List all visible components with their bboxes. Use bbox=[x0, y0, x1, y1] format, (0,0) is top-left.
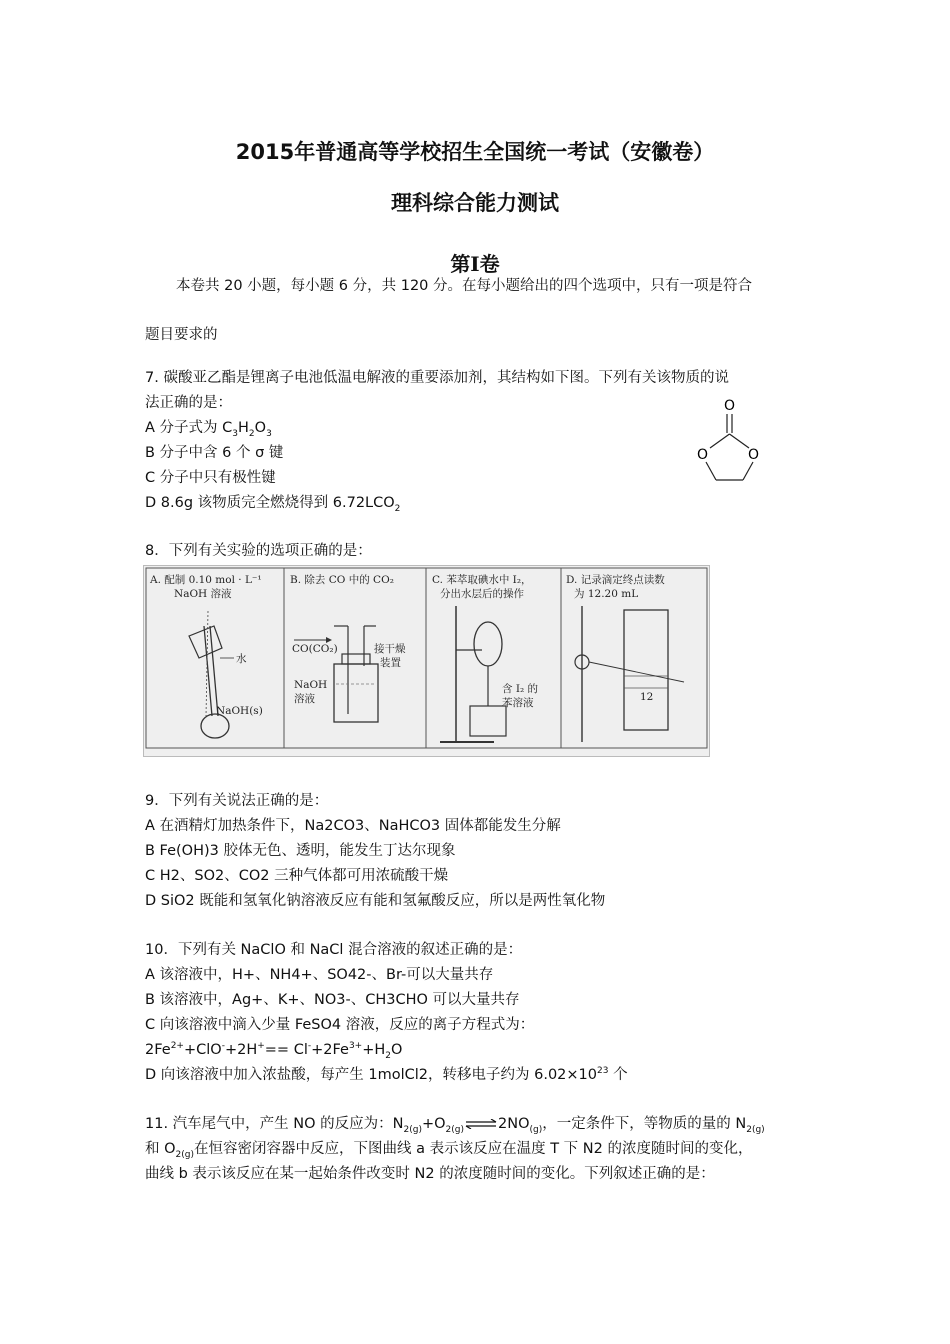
panel-b-dry-1: 接干燥 bbox=[374, 643, 406, 655]
panel-b-solution-1: NaOH bbox=[294, 679, 328, 691]
panel-b-gas: CO(CO₂) bbox=[292, 643, 338, 655]
q10-option-d: D 向该溶液中加入浓盐酸，每产生 1molCl2，转移电子约为 $6.02\times 10^{23}$ 个 bbox=[145, 1066, 628, 1083]
q7-option-c: C 分子中只有极性键 bbox=[145, 470, 276, 486]
panel-d-label-2: 为 12.20 mL bbox=[574, 588, 639, 600]
panel-c-label-1: C. 苯萃取碘水中 I₂， bbox=[432, 574, 532, 586]
q9-option-d: D SiO2 既能和氢氧化钠溶液反应有能和氢氟酸反应，所以是两性氧化物 bbox=[145, 893, 606, 909]
panel-a-label-2: NaOH 溶液 bbox=[174, 588, 232, 600]
q7-option-d: D 8.6g 该物质完全燃烧得到 $6.72LCO_2$ bbox=[145, 495, 401, 514]
q11-line-2: 和 $O_{2(g)}$在恒容密闭容器中反应，下图曲线 a 表示该反应在温度 T 下 N2 的浓度随时间的变化， bbox=[145, 1141, 753, 1160]
mol-o-top: O bbox=[724, 398, 736, 414]
q7-option-b: B 分子中含 6 个 σ 键 bbox=[145, 445, 284, 461]
panel-a-water: 水 bbox=[236, 653, 247, 665]
panel-a-label-1: A. 配制 0.10 mol · L⁻¹ bbox=[150, 574, 262, 586]
q10-ionic-equation: $2Fe^{2+}+ClO^-+2H^+== Cl^-+2Fe^{3+}+H_2O$ bbox=[145, 1041, 403, 1061]
panel-c-solution-2: 苯溶液 bbox=[502, 697, 534, 709]
mol-o-right: O bbox=[748, 447, 760, 463]
q10-stem: 10．下列有关 NaClO 和 NaCl 混合溶液的叙述正确的是： bbox=[145, 942, 523, 958]
q10-option-c: C 向该溶液中滴入少量 FeSO4 溶液，反应的离子方程式为： bbox=[145, 1017, 535, 1033]
instructions-line-2: 题目要求的 bbox=[145, 327, 218, 343]
panel-a-solid: NaOH(s) bbox=[216, 705, 263, 717]
ethylene-carbonate-structure bbox=[690, 396, 770, 488]
page-title: 2015年普通高等学校招生全国统一考试（安徽卷） bbox=[235, 140, 715, 164]
q10-option-b: B 该溶液中，Ag+、K+、NO3-、CH3CHO 可以大量共存 bbox=[145, 992, 520, 1008]
q9-option-b: B Fe(OH)3 胶体无色、透明，能发生丁达尔现象 bbox=[145, 843, 456, 859]
q10-option-a: A 该溶液中，H+、NH4+、SO42-、Br-可以大量共存 bbox=[145, 967, 494, 983]
page-subtitle: 理科综合能力测试 bbox=[391, 191, 559, 215]
panel-c-label-2: 分出水层后的操作 bbox=[440, 588, 524, 600]
mol-o-left: O bbox=[697, 447, 709, 463]
panel-c-solution-1: 含 I₂ 的 bbox=[502, 683, 539, 695]
panel-d-reading: 12 bbox=[640, 691, 654, 703]
q8-stem: 8．下列有关实验的选项正确的是： bbox=[145, 543, 372, 559]
q9-stem: 9．下列有关说法正确的是： bbox=[145, 793, 329, 809]
panel-b-dry-2: 装置 bbox=[380, 657, 401, 669]
q11-line-1: 11. 汽车尾气中，产生 NO 的反应为：$N_{2(g)}+O_{2(g)}$ $2NO_{(g)}$，一定条件下，等物质的量的 $N_{2(g)}$ bbox=[145, 1116, 765, 1135]
panel-b-label: B. 除去 CO 中的 CO₂ bbox=[290, 574, 394, 586]
section-heading: 第Ⅰ卷 bbox=[450, 252, 500, 276]
equilibrium-arrow-icon bbox=[464, 1119, 498, 1129]
instructions-line-1: 本卷共 20 小题，每小题 6 分，共 120 分。在每小题给出的四个选项中，只有一项是符合 bbox=[176, 278, 753, 294]
q9-option-a: A 在酒精灯加热条件下，Na2CO3、NaHCO3 固体都能发生分解 bbox=[145, 818, 561, 834]
experiment-figure bbox=[143, 565, 710, 757]
panel-d-label-1: D. 记录滴定终点读数 bbox=[566, 574, 665, 586]
q7-stem-1: 7. 碳酸亚乙酯是锂离子电池低温电解液的重要添加剂，其结构如下图。下列有关该物质的说 bbox=[145, 370, 729, 386]
q7-option-a: A 分子式为 $C_3H_2O_3$ bbox=[145, 420, 272, 439]
q7-stem-2: 法正确的是： bbox=[145, 395, 232, 411]
q11-line-3: 曲线 b 表示该反应在某一起始条件改变时 N2 的浓度随时间的变化。下列叙述正确的是： bbox=[145, 1166, 715, 1182]
panel-b-solution-2: 溶液 bbox=[294, 693, 315, 705]
q9-option-c: C H2、SO2、CO2 三种气体都可用浓硫酸干燥 bbox=[145, 868, 449, 884]
